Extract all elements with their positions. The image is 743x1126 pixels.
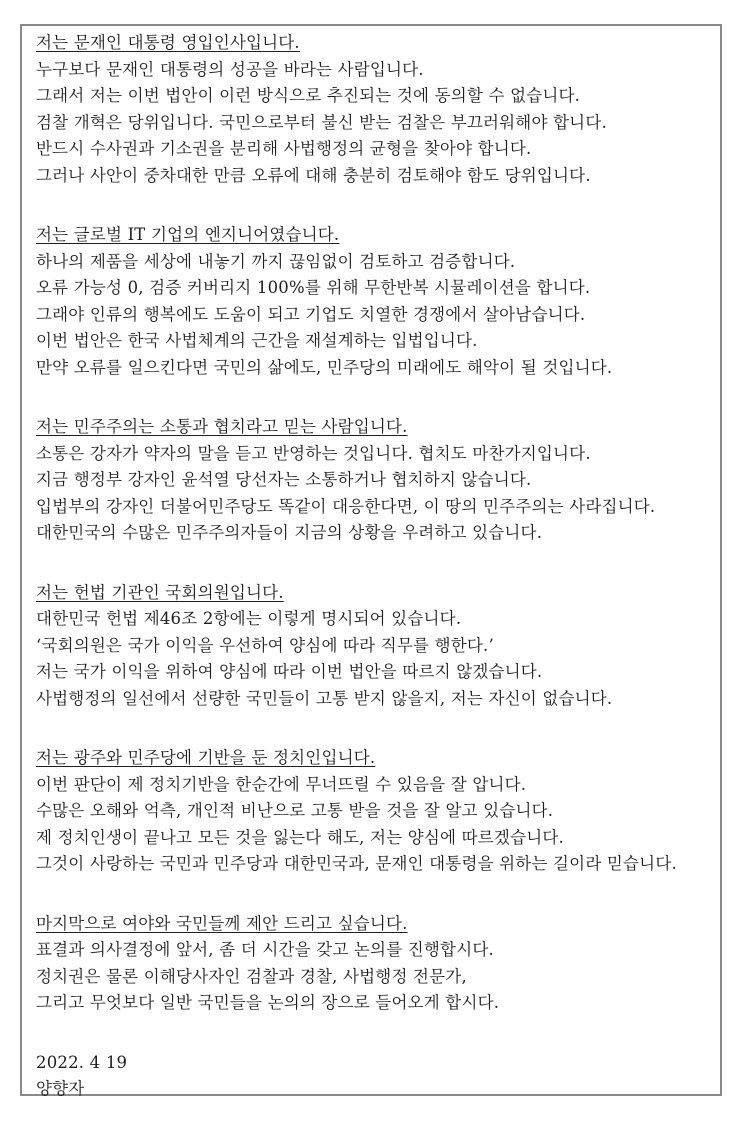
body-line: 오류 가능성 0, 검증 커버리지 100%를 위해 무한반복 시뮬레이션을 합니다. [36,278,591,297]
body-line: 검찰 개혁은 당위입니다. 국민으로부터 불신 받는 검찰은 부끄러워해야 합니다. [36,112,607,132]
statement-section [36,30,720,189]
section-heading: 저는 광주와 민주당에 기반을 둔 정치인입니다. [36,748,376,767]
body-line: 만약 오류를 일으킨다면 국민의 삶에도, 민주당의 미래에도 해악이 될 것입니다. [36,357,613,377]
statement-section [36,911,720,1017]
section-heading: 저는 글로벌 IT 기업의 엔지니어였습니다. [36,225,340,244]
body-line: 입법부의 강자인 더불어민주당도 똑같이 대응한다면, 이 땅의 민주주의는 사라집니다. [36,496,656,516]
body-line: 그것이 사랑하는 국민과 민주당과 대한민국과, 문재인 대통령을 위하는 길이라 믿습니다. [36,854,677,873]
body-line: 사법행정의 일선에서 선량한 국민들이 고통 받지 않을지, 저는 자신이 없습니다. [36,688,613,708]
body-line: ‘국회의원은 국가 이익을 우선하여 양심에 따라 직무를 행한다.’ [36,635,494,655]
body-line: 그래서 저는 이번 법안이 이런 방식으로 추진되는 것에 동의할 수 없습니다. [36,86,581,105]
body-line: 그리고 무엇보다 일반 국민들을 논의의 장으로 들어오게 합시다. [36,993,500,1012]
body-line: 대한민국의 수많은 민주주의자들이 지금의 상황을 우려하고 있습니다. [36,523,543,542]
signature-date: 2022. 4 19 [36,1052,128,1072]
body-line: 제 정치인생이 끝나고 모든 것을 잃는다 해도, 저는 양심에 따르겠습니다. [36,827,564,847]
signature-block [36,1050,720,1103]
body-line: 대한민국 헌법 제46조 2항에는 이렇게 명시되어 있습니다. [36,609,462,628]
body-line: 누구보다 문재인 대통령의 성공을 바라는 사람입니다. [36,59,424,79]
body-line: 저는 국가 이익을 위하여 양심에 따라 이번 법안을 따르지 않겠습니다. [36,662,543,681]
body-line: 정치권은 물론 이해당사자인 검찰과 경찰, 사법행정 전문가, [36,966,467,986]
body-line: 표결과 의사결정에 앞서, 좀 더 시간을 갖고 논의를 진행합시다. [36,940,494,959]
section-heading: 마지막으로 여야와 국민들께 제안 드리고 싶습니다. [36,913,408,933]
statement-section [36,414,720,547]
statement-section [36,745,720,878]
body-line: 그래야 인류의 행복에도 도움이 되고 기업도 치열한 경쟁에서 살아남습니다. [36,304,586,324]
body-line: 지금 행정부 강자인 윤석열 당선자는 소통하거나 협치하지 않습니다. [36,470,532,489]
body-line: 반드시 수사권과 기소권을 분리해 사법행정의 균형을 찾아야 합니다. [36,139,532,158]
statement-section [36,222,720,381]
body-line: 이번 판단이 제 정치기반을 한순간에 무너뜨릴 수 있음을 잘 압니다. [36,774,527,794]
section-heading: 저는 헌법 기관인 국회의원입니다. [36,582,284,602]
statement-section [36,580,720,713]
signature-name: 양향자 [36,1079,85,1098]
statement-document [20,24,722,1096]
section-heading: 저는 문재인 대통령 영입인사입니다. [36,33,300,52]
body-line: 소통은 강자가 약자의 말을 듣고 반영하는 것입니다. 협치도 마찬가지입니다. [36,443,591,463]
body-line: 수많은 오해와 억측, 개인적 비난으로 고통 받을 것을 잘 알고 있습니다. [36,801,554,820]
body-line: 그러나 사안이 중차대한 만큼 오류에 대해 충분히 검토해야 함도 당위입니다. [36,165,591,185]
body-line: 이번 법안은 한국 사법체계의 근간을 재설계하는 입법입니다. [36,331,478,350]
body-line: 하나의 제품을 세상에 내놓기 까지 끊임없이 검토하고 검증합니다. [36,251,516,271]
section-heading: 저는 민주주의는 소통과 협치라고 믿는 사람입니다. [36,417,408,436]
